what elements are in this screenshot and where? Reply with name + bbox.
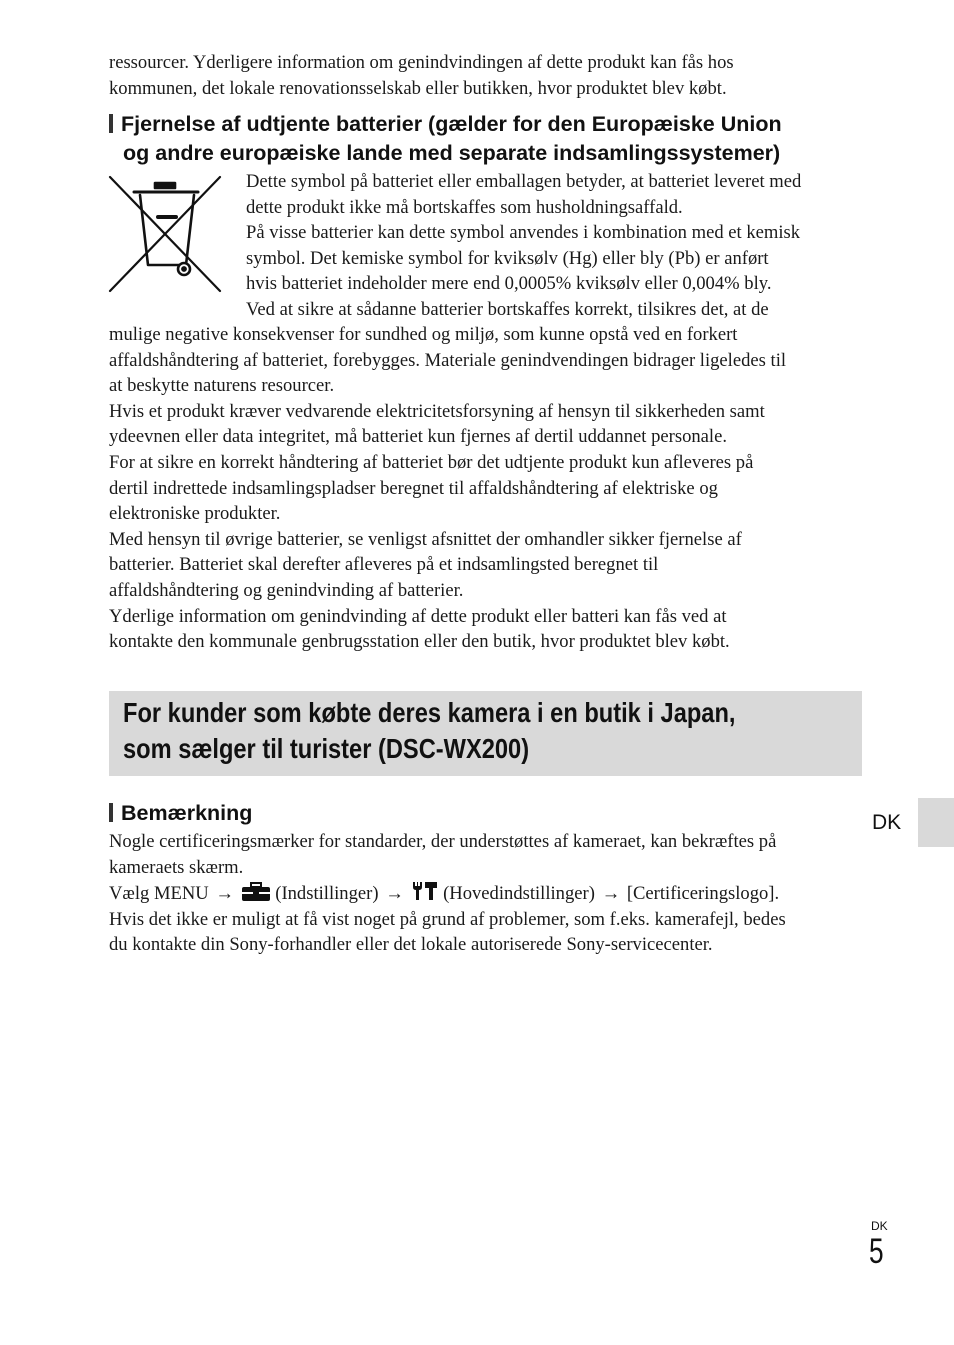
body-line: Yderlige information om genindvinding af dette produkt eller batteri kan fås ved at [109, 605, 727, 627]
body-line: Med hensyn til øvrige batterier, se venligst afsnittet der omhandler sikker fjernelse af [109, 528, 742, 550]
tools-icon [410, 880, 438, 902]
banner-title [123, 695, 854, 767]
menu-path-line [109, 880, 861, 907]
section-banner [109, 691, 862, 776]
intro-line: ressourcer. Yderligere information om genindvindingen af dette produkt kan fås hos [109, 52, 734, 73]
body-line: På visse batterier kan dette symbol anvendes i kombination med et kemisk [246, 222, 801, 244]
body-line: du kontakte din Sony-forhandler eller det lokale autoriserede Sony-servicecenter. [109, 934, 713, 956]
body-line: at beskytte naturens resourcer. [109, 375, 335, 397]
menu-prefix: Vælg MENU [109, 883, 209, 905]
battery-paragraph-rest [109, 322, 861, 655]
arrow-icon: → [601, 883, 621, 905]
body-line: Dette symbol på batteriet eller emballagen betyder, at batteriet leveret med [246, 171, 802, 192]
certification-logo-label: [Certificeringslogo]. [626, 883, 780, 905]
settings-label: (Indstillinger) [275, 883, 379, 905]
page-language-code: DK [871, 1219, 888, 1233]
language-tab-label: DK [872, 811, 902, 834]
body-line: For at sikre en korrekt håndtering af batteriet bør det udtjente produkt kun afleveres på [109, 451, 754, 473]
body-line: mulige negative konsekvenser for sundhed og miljø, som kunne opstå ved en forkert [109, 324, 738, 345]
body-line: kontakte den kommunale genbrugsstation eller den butik, hvor produktet blev købt. [109, 631, 730, 653]
note-heading [109, 799, 869, 828]
page-number: 5 [869, 1232, 884, 1271]
body-line: Hvis et produkt kræver vedvarende elektricitetsforsyning af hensyn til sikkerheden samt [109, 400, 765, 422]
battery-paragraph-top [246, 169, 866, 323]
main-settings-label: (Hovedindstillinger) [443, 883, 595, 905]
body-line: symbol. Det kemiske symbol for kviksølv (Hg) eller bly (Pb) er anført [246, 247, 769, 269]
language-side-tab [918, 798, 954, 847]
body-line: kameraets skærm. [109, 856, 244, 878]
body-line: Hvis det ikke er muligt at få vist noget på grund af problemer, som f.eks. kamerafejl, bedes [109, 908, 786, 930]
body-line: batterier. Batteriet skal derefter afleveres på et indsamlingsted beregnet til [109, 554, 659, 576]
body-line: Nogle certificeringsmærker for standarder, der understøttes af kameraet, kan bekræftes på [109, 831, 777, 852]
battery-section-heading [109, 110, 869, 168]
body-line: hvis batteriet indeholder mere end 0,0005% kviksølv eller 0,004% bly. [246, 273, 772, 295]
intro-paragraph [109, 50, 861, 101]
heading-bar [109, 803, 113, 822]
heading-text: Bemærkning [121, 801, 253, 825]
toolbox-icon [241, 882, 271, 902]
banner-title-line: som sælger til turister (DSC-WX200) [123, 733, 530, 764]
body-line: dertil indrettede indsamlingspladser beregnet til affaldshåndtering af elektriske og [109, 477, 718, 499]
body-line: affaldshåndtering af batteriet, forebygges. Materiale genindvendingen bidrager ligeledes til [109, 349, 787, 371]
note-paragraph [109, 829, 861, 958]
body-line: Ved at sikre at sådanne batterier bortskaffes korrekt, tilsikres det, at de [246, 298, 769, 320]
body-line: affaldshåndtering og genindvinding af batterier. [109, 579, 464, 601]
crossed-out-wheeled-bin-icon [108, 175, 224, 295]
arrow-icon: → [215, 883, 234, 905]
banner-title-line: For kunder som købte deres kamera i en butik i Japan, [123, 697, 736, 728]
body-line: elektroniske produkter. [109, 503, 281, 525]
heading-bar [109, 114, 113, 133]
arrow-icon: → [385, 883, 404, 905]
heading-line: Fjernelse af udtjente batterier (gælder for den Europæiske Union [121, 112, 782, 136]
body-line: ydeevnen eller data integritet, må batteriet kun fjernes af dertil uddannet personale. [109, 426, 727, 448]
heading-line: og andre europæiske lande med separate indsamlingssystemer) [123, 141, 781, 165]
body-line: dette produkt ikke må bortskaffes som husholdningsaffald. [246, 196, 683, 218]
intro-line: kommunen, det lokale renovationsselskab eller butikken, hvor produktet blev købt. [109, 77, 727, 99]
